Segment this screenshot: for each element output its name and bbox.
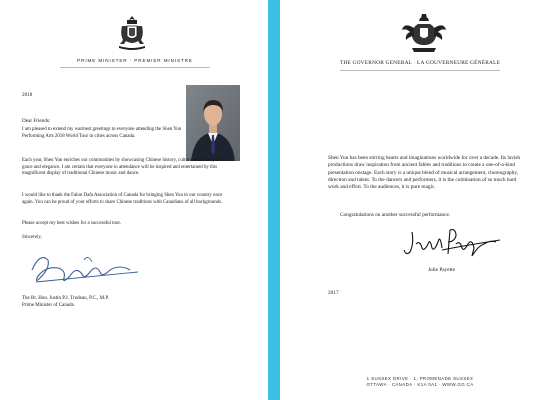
letterhead-divider xyxy=(340,70,500,71)
letter-paragraph: I would like to thank the Falun Dafa Association of Canada for bringing Shen Yun to our country once again. You can be proud of your efforts to share Chinese traditions with Canadians of all backgrounds. xyxy=(22,193,223,205)
signatory-name: Julie Payette xyxy=(428,267,455,273)
governor-general-letter xyxy=(280,0,560,400)
footer-address-line: 1 SUSSEX DRIVE · 1, PROMENADE SUSSEX xyxy=(366,376,474,381)
signatory-title: Prime Minister of Canada xyxy=(22,303,74,308)
governor-general-crest-icon xyxy=(400,12,448,56)
prime-minister-letter xyxy=(0,0,268,400)
portrait-photo xyxy=(186,85,240,161)
letter-date: 2017 xyxy=(328,290,339,296)
letter-body: Shen Yun has been stirring hearts and imaginations worldwide for over a decade. Its lavish productions draw inspiration from ancient fables and traditions to create a one-of-a-kind presentation onstage. Each story is a unique blend of musical arrangement, choreography, direction and talent. To the dancers and performers, it is the culmination of so much hard work and effort. To the audiences, it is pure magic. xyxy=(328,155,521,191)
letter-paragraph: I am pleased to extend my warmest greetings to everyone attending the Shen Yun Performing Arts 2018 World Tour in cities across Canada. xyxy=(22,127,182,139)
letterhead-title: THE GOVERNOR GENERAL · LA GOUVERNEURE GÉNÉRALE xyxy=(339,60,501,66)
letterhead-divider xyxy=(60,67,210,68)
footer-address-line: OTTAWA · CANADA · K1A 0A1 · WWW.GG.CA xyxy=(366,382,474,388)
closing: Sincerely, xyxy=(22,235,42,240)
handwritten-signature xyxy=(26,246,146,290)
letterhead-footer xyxy=(320,376,520,389)
letterhead-title: PRIME MINISTER · PREMIER MINISTRE xyxy=(77,58,193,63)
letter-paragraph: Please accept my best wishes for a successful tour. xyxy=(22,221,122,226)
salutation: Dear Friends: xyxy=(22,118,51,124)
signatory-name: The Rt. Hon. Justin P.J. Trudeau, P.C., M.P. xyxy=(22,296,109,301)
letter-paragraph: Each year, Shen Yun enriches our communities by showcasing Chinese history, culture and artistry with grace and elegance. I am certain that everyone in attendance will be inspired and entertained by this magnificent display of traditional Chinese music and dance. xyxy=(22,158,226,177)
canada-coat-of-arms-icon xyxy=(114,14,150,54)
handwritten-signature xyxy=(402,226,502,260)
letter-date: 2018 xyxy=(22,92,33,98)
page-divider xyxy=(268,0,280,400)
closing: Congratulations on another successful performance. xyxy=(340,212,451,218)
